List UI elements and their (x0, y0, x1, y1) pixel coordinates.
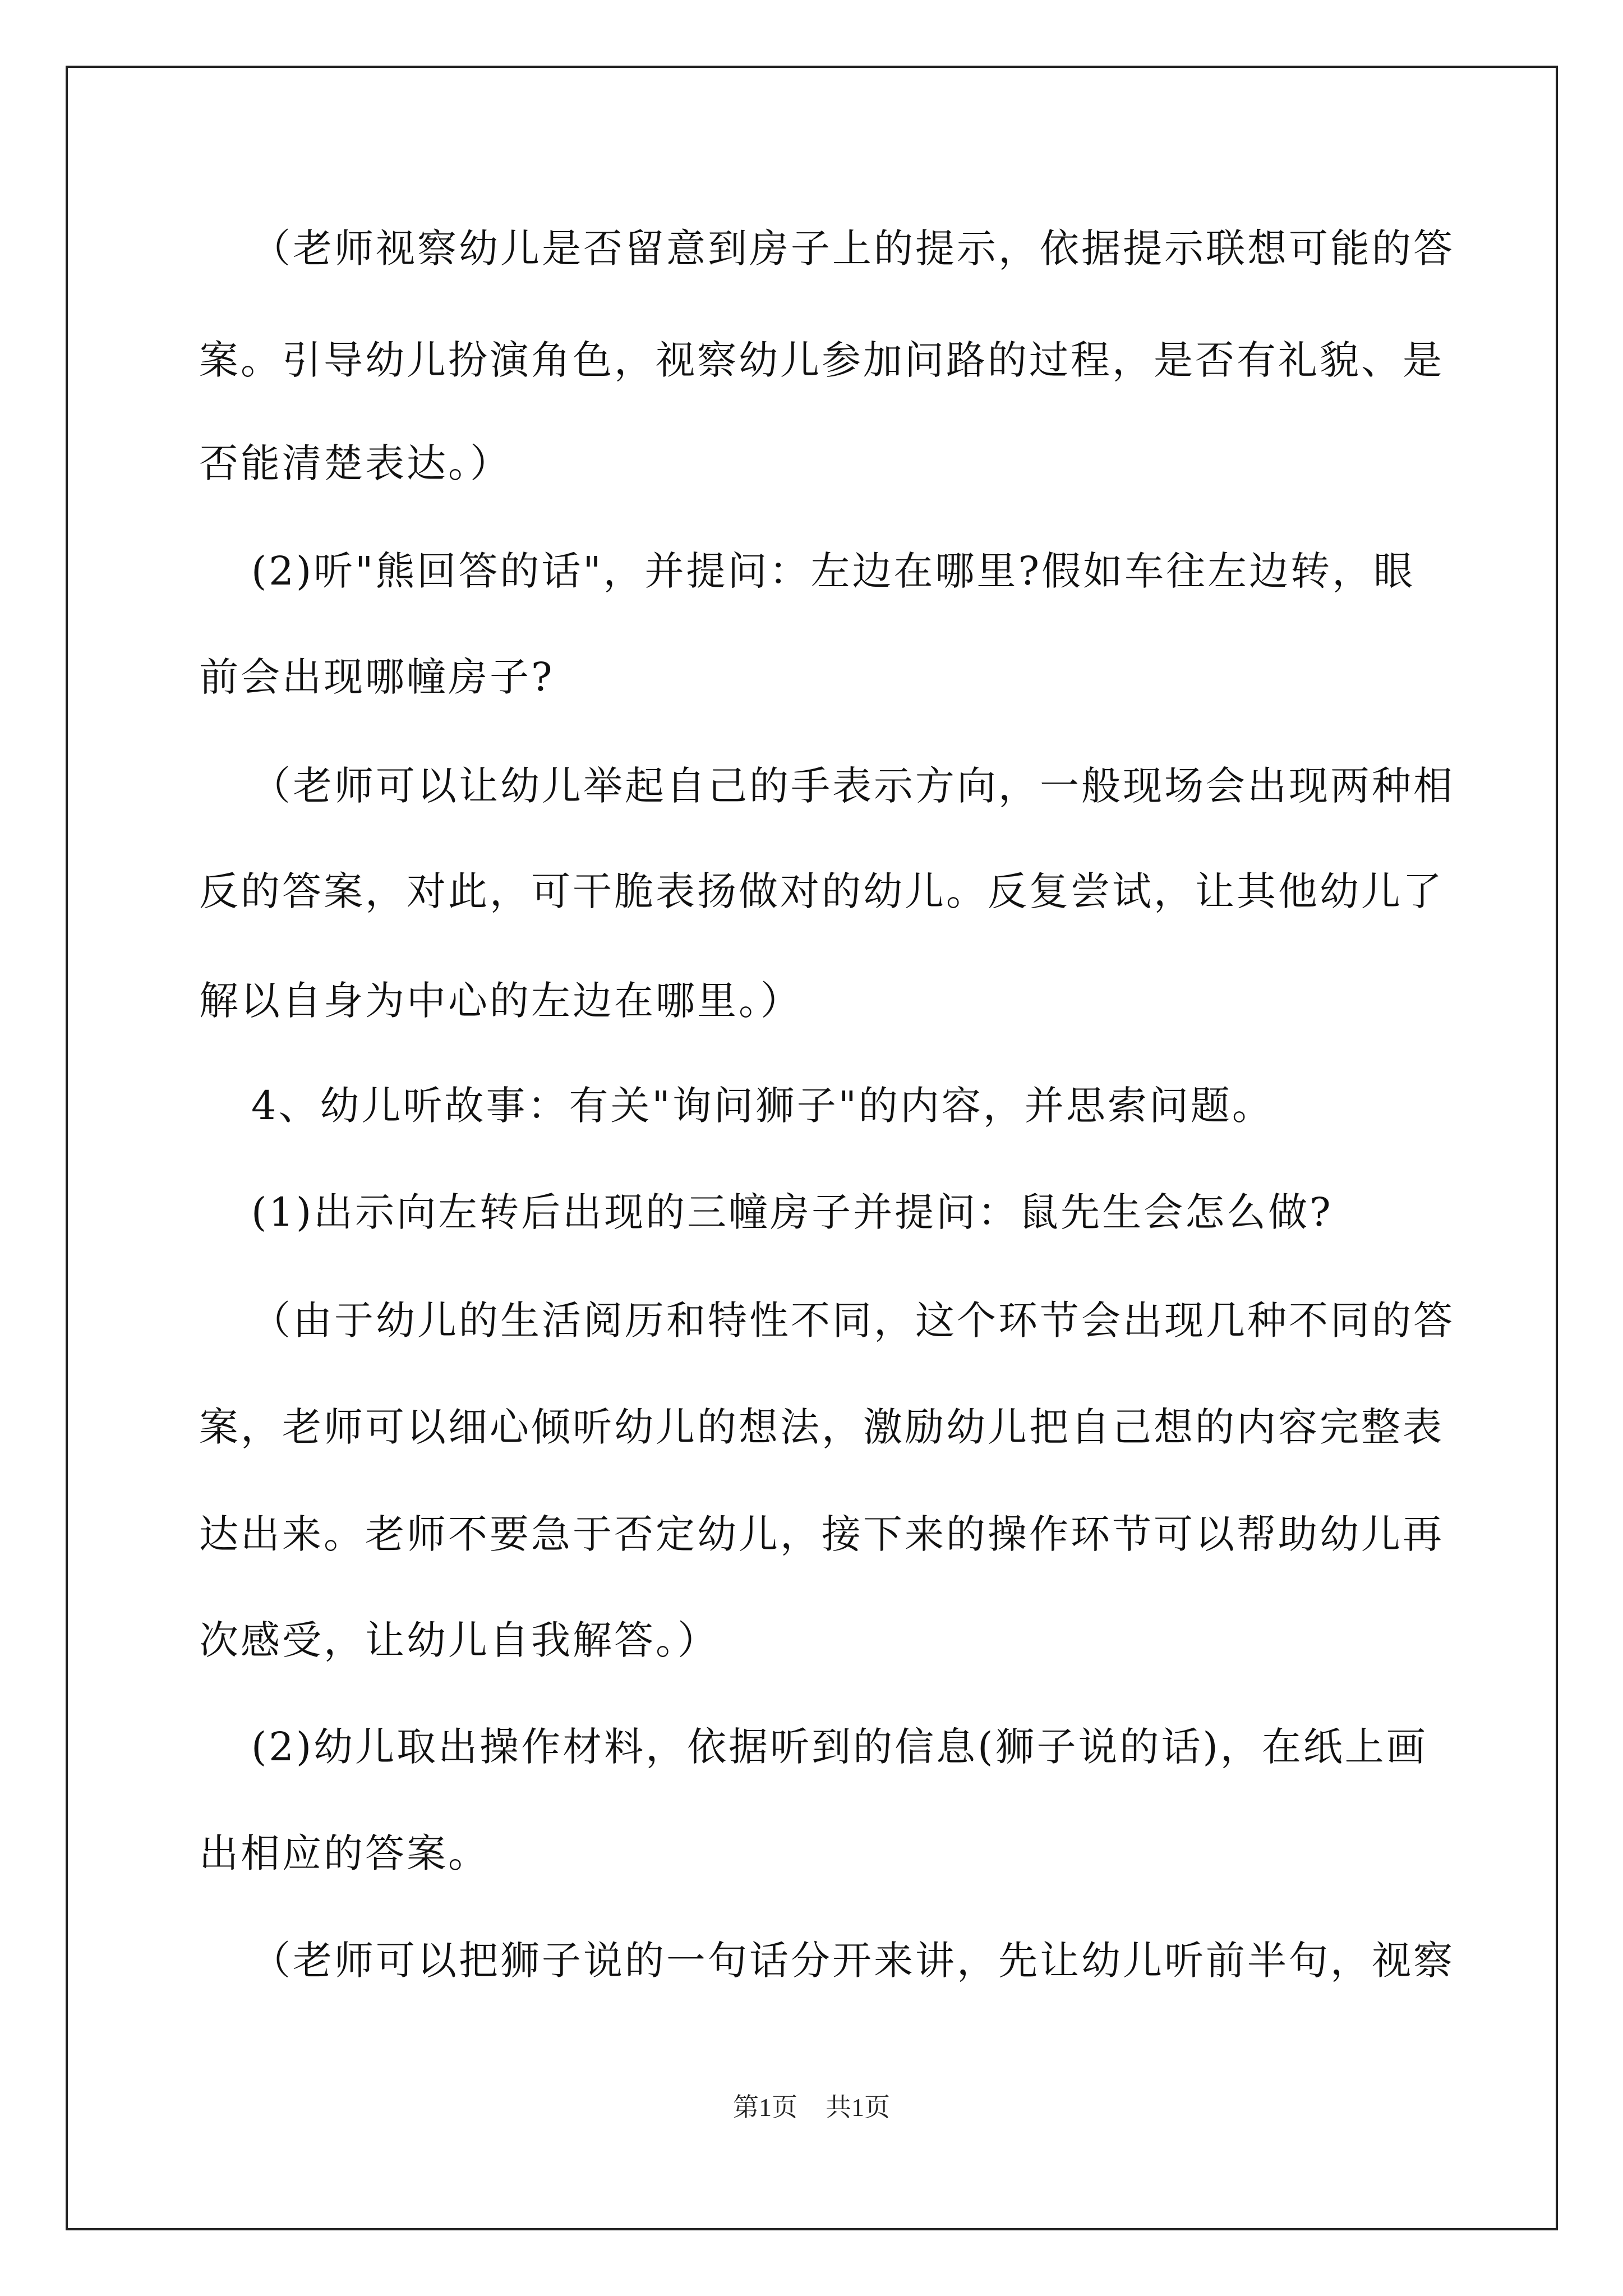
paragraph-line: 达出来。老师不要急于否定幼儿，接下来的操作环节可以帮助幼儿再 (199, 1511, 1444, 1557)
paragraph-line: （老师可以把狮子说的一句话分开来讲，先让幼儿听前半句，视察 (251, 1938, 1455, 1984)
page-frame (66, 66, 1558, 2230)
paragraph-line: 案。引导幼儿扮演角色，视察幼儿参加问路的过程，是否有礼貌、是 (199, 337, 1444, 383)
paragraph-line: （老师可以让幼儿举起自己的手表示方向，一般现场会出现两种相 (251, 763, 1455, 809)
paragraph-line: （由于幼儿的生活阅历和特性不同，这个环节会出现几种不同的答 (251, 1297, 1455, 1343)
paragraph-line: 案，老师可以细心倾听幼儿的想法，激励幼儿把自己想的内容完整表 (199, 1404, 1444, 1450)
paragraph-line: 4、幼儿听故事：有关"询问狮子"的内容，并思索问题。 (251, 1083, 1274, 1129)
paragraph-line: 解以自身为中心的左边在哪里。） (199, 978, 802, 1024)
paragraph-line: 否能清楚表达。） (199, 440, 511, 486)
paragraph-line: （老师视察幼儿是否留意到房子上的提示，依据提示联想可能的答 (251, 226, 1455, 272)
page-total: 共1页 (826, 2093, 890, 2122)
paragraph-line: (2)幼儿取出操作材料，依据听到的信息(狮子说的话)，在纸上画 (251, 1724, 1428, 1770)
page-footer (0, 2091, 1623, 2124)
paragraph-line: 次感受，让幼儿自我解答。） (199, 1617, 719, 1663)
paragraph-line: (1)出示向左转后出现的三幢房子并提问：鼠先生会怎么做? (251, 1189, 1333, 1235)
paragraph-line: 出相应的答案。 (199, 1830, 490, 1876)
page-number: 第1页 (733, 2093, 797, 2122)
paragraph-line: 前会出现哪幢房子? (199, 654, 555, 700)
paragraph-line: 反的答案，对此，可干脆表扬做对的幼儿。反复尝试，让其他幼儿了 (199, 868, 1444, 914)
paragraph-line: (2)听"熊回答的话"，并提问：左边在哪里?假如车往左边转，眼 (251, 548, 1415, 594)
